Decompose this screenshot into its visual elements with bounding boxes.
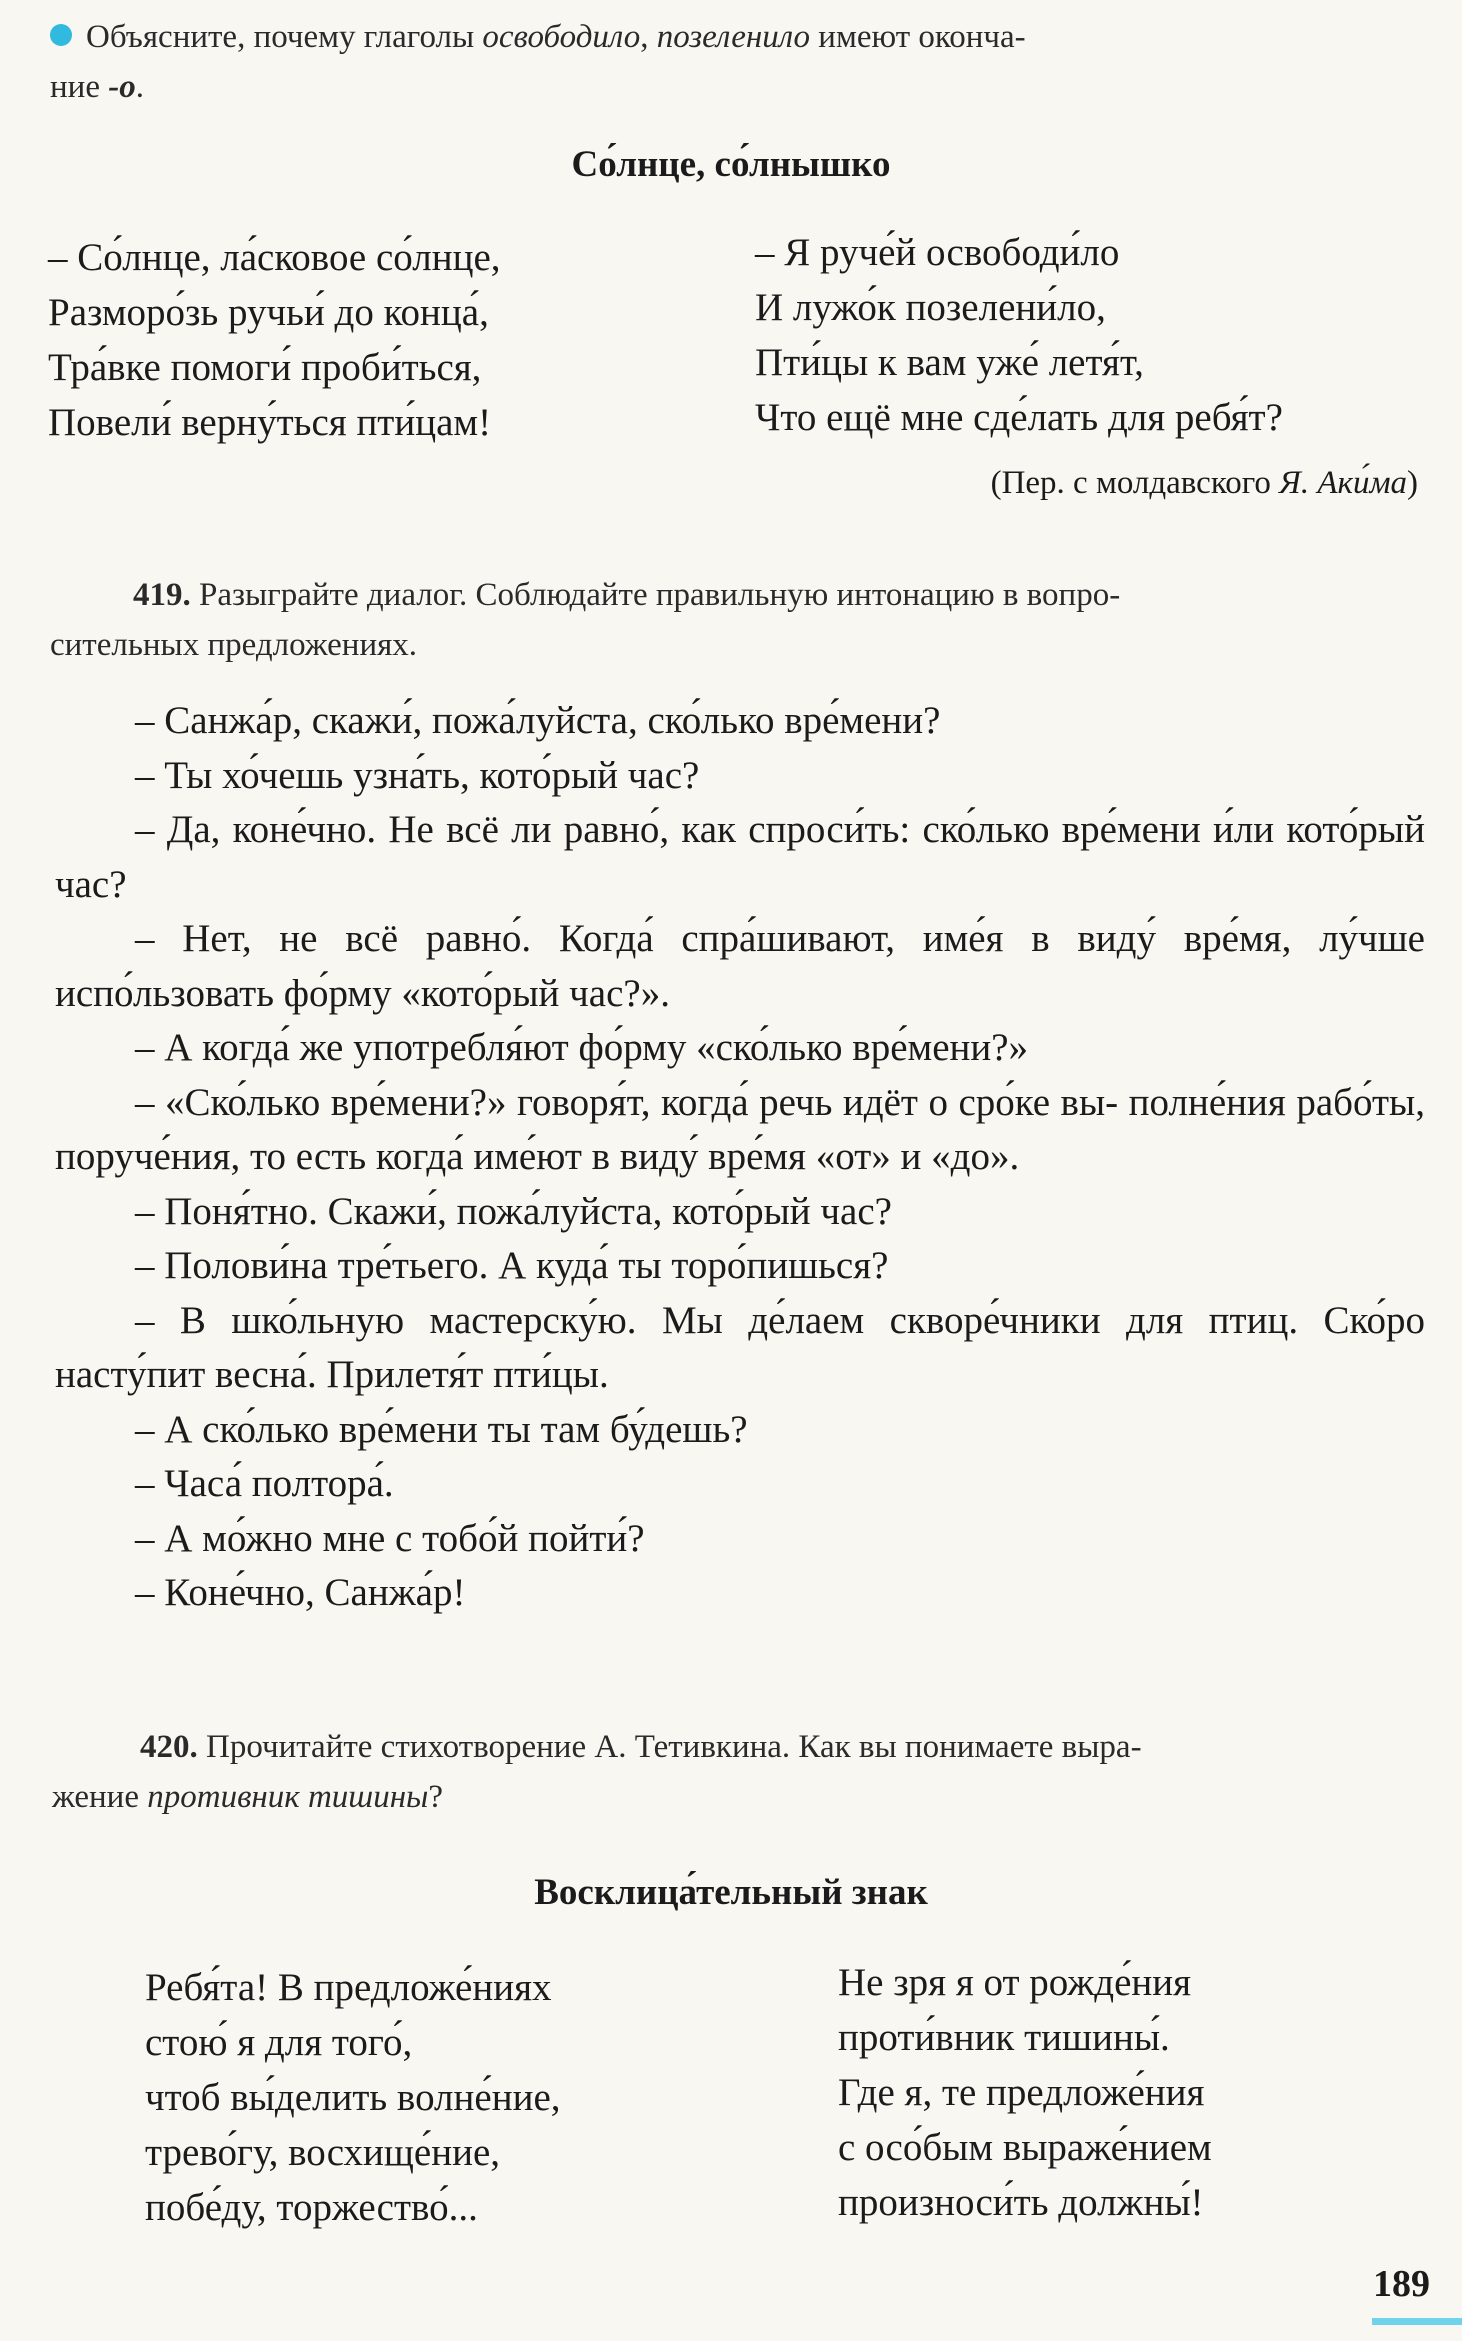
dialog-line: – «Ско́лько вре́мени?» говоря́т, когда́ речь идёт о сро́ке вы- полне́ния рабо́ты, поруче́ния, то есть когда́ име́ют в виду́ вре́мя «от» и «до». — [55, 1080, 1425, 1178]
verse-line: И лужо́к позелени́ло, — [755, 286, 1106, 329]
source-prefix: (Пер. с молдавского — [990, 465, 1280, 501]
intro-ending: -о — [108, 69, 136, 105]
intro-text-middle: имеют оконча- — [810, 19, 1026, 55]
intro-text: Объясните, почему глаголы — [86, 19, 483, 55]
verse-line: с осо́бым выраже́нием — [838, 2126, 1212, 2169]
page-edge-marker — [1372, 2318, 1462, 2325]
verse-line: трево́гу, восхище́ние, — [145, 2131, 500, 2174]
intro-comma: , — [640, 19, 657, 55]
task-419-line-2: сительных предложениях. — [50, 627, 418, 663]
poem2-title: Восклица́тельный знак — [534, 1872, 928, 1913]
dialog-line: – Часа́ полтора́. — [135, 1462, 394, 1505]
verse-line: стою́ я для того́, — [145, 2021, 413, 2064]
task-420 — [52, 1722, 1423, 1822]
intro-question — [50, 12, 1420, 112]
dialog-line: – Санжа́р, скажи́, пожа́луйста, ско́лько вре́мени? — [135, 699, 941, 742]
dialog-line: – А мо́жно мне с тобо́й пойти́? — [135, 1516, 645, 1560]
poem2-left-stanza — [145, 1960, 561, 2235]
task-420-line-1 — [140, 1722, 1423, 1772]
intro-text-2: ние — [50, 69, 109, 105]
verse-line: Что ещё мне сде́лать для ребя́т? — [755, 396, 1283, 439]
verse-line: Не зря я от рожде́ния — [838, 1961, 1192, 2004]
verse-line: – Со́лнце, ла́сковое со́лнце, — [48, 236, 501, 279]
task-number: 420. — [140, 1729, 198, 1765]
intro-line-2 — [50, 62, 1420, 112]
dialog-line: – В шко́льную мастерску́ю. Мы де́лаем скворе́чники для птиц. Ско́ро насту́пит весна́. Прилетя́т пти́цы. — [55, 1298, 1425, 1396]
task-number: 419. — [133, 577, 191, 613]
task-text: Разыграйте диалог. Соблюдайте правильную интонацию в вопро- — [199, 577, 1121, 613]
poem1-right-stanza — [755, 225, 1283, 445]
intro-word-1: освободило — [482, 19, 641, 55]
poem1-source — [991, 460, 1418, 506]
poem1-title: Со́лнце, со́лнышко — [571, 144, 891, 185]
poem1-left-stanza — [48, 230, 501, 450]
dialog-line: – Ты хо́чешь узна́ть, кото́рый час? — [135, 753, 700, 797]
task-text: Прочитайте стихотворение А. Тетивкина. Как вы понимаете выра- — [206, 1729, 1142, 1765]
dialog-line: – Коне́чно, Санжа́р! — [135, 1571, 466, 1614]
dialog-text — [55, 694, 1425, 1621]
task-text-end: ? — [428, 1779, 444, 1815]
verse-line: Где я, те предложе́ния — [838, 2071, 1205, 2114]
source-author: Я. Аки́ма — [1279, 465, 1407, 501]
verse-line: Разморо́зь ручьи́ до конца́, — [48, 291, 489, 334]
intro-word-2: позеленило — [656, 19, 811, 55]
dialog-line: – Полови́на тре́тьего. А куда́ ты торо́пишься? — [135, 1244, 889, 1287]
intro-period: . — [135, 69, 144, 105]
verse-line: – Я руче́й освободи́ло — [755, 231, 1120, 274]
dialog-line: – Да, коне́чно. Не всё ли равно́, как спроси́ть: ско́лько вре́мени и́ли кото́рый час? — [55, 808, 1425, 906]
task-text-start: жение — [52, 1779, 148, 1815]
task-420-line-2 — [52, 1772, 1423, 1822]
dialog-line: – Поня́тно. Скажи́, пожа́луйста, кото́рый час? — [135, 1189, 892, 1233]
intro-line-1 — [50, 12, 1420, 62]
dialog-line: – А когда́ же употребля́ют фо́рму «ско́лько вре́мени?» — [135, 1026, 1029, 1069]
source-suffix: ) — [1407, 465, 1418, 501]
verse-line: побе́ду, торжество́... — [145, 2186, 478, 2229]
bullet-icon — [50, 24, 72, 46]
verse-line: Ребя́та! В предложе́ниях — [145, 1966, 552, 2009]
verse-line: произноси́ть должны́! — [838, 2181, 1204, 2224]
verse-line: Тра́вке помоги́ проби́ться, — [48, 346, 482, 389]
task-phrase: противник тишины — [147, 1779, 429, 1815]
dialog-line: – А ско́лько вре́мени ты там бу́дешь? — [135, 1407, 748, 1451]
dialog-line: – Нет, не всё равно́. Когда́ спра́шивают, име́я в виду́ вре́мя, лу́чше испо́льзовать фо́рму «кото́рый час?». — [55, 917, 1425, 1015]
task-419-line-1 — [133, 570, 1423, 620]
page-number: 189 — [1373, 2263, 1430, 2305]
verse-line: Пти́цы к вам уже́ летя́т, — [755, 341, 1144, 384]
poem2-right-stanza — [838, 1955, 1212, 2230]
task-419 — [50, 570, 1423, 670]
verse-line: проти́вник тишины́. — [838, 2016, 1170, 2059]
verse-line: чтоб вы́делить волне́ние, — [145, 2076, 561, 2119]
verse-line: Повели́ верну́ться пти́цам! — [48, 401, 492, 444]
